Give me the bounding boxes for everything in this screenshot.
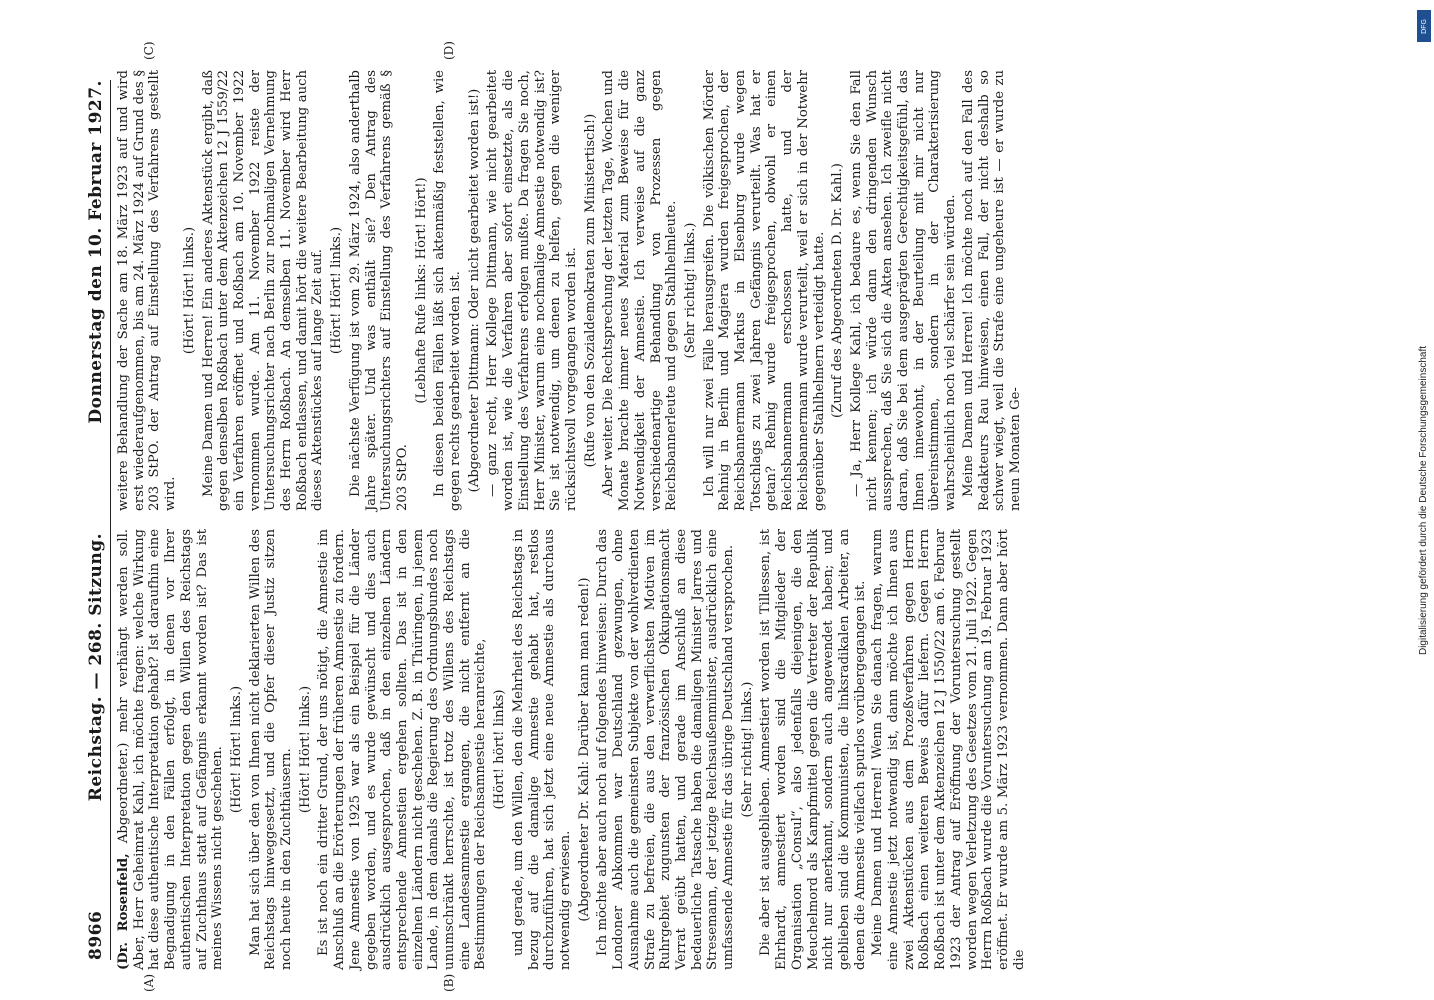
interjection: (Sehr richtig! links.): [682, 222, 698, 359]
column-left: [116, 528, 1027, 970]
paragraph: Es ist noch ein dritter Grund, der uns nötigt, die Amnestie im Anschluß an die Erörterungen der früheren Amnestie zu fordern. Jene Amnestie von 1925 war als ein Beispiel für die Länder gegeben worden, und es wurde gewünscht und dies auch ausdrücklich ausgesprochen, daß in den einzelnen Ländern entsprechende Amnestien ergehen sollten. Das ist in den einzelnen Ländern nicht geschehen. Z. B. in Thüringen, in jenem Lande, in dem damals die Regierung des Ordnungsbundes noch unumschränkt herrschte, ist trotz des Willens des Reichstags eine Landesamnestie ergangen, die nicht entfernt an die Bestimmungen der Reichsamnestie heranreichte,: [316, 529, 489, 970]
paragraph: Meine Damen und Herren! Ich möchte noch auf den Fall des Redakteurs Rau hinweisen, einen Fall, der nicht deshalb so schwer wiegt, weil die Strafe eine ungeheure ist — er wurde zu neun Monaten Ge-: [960, 70, 1023, 511]
page-header: [82, 80, 111, 960]
paragraph: Die aber ist ausgeblieben. Amnestiert worden ist Tillessen, ist Ehrhardt, amnestiert worden sind die Mitglieder der Organisation „Consul“, also jedenfalls diejenigen, die den Meuchelmord als Kampfmittel gegen die Vertreter der Republik nicht nur anerkannt, sondern auch angewendet haben; und geblieben sind die Kommunisten, die linksradikalen Arbeiter, an denen die Amnestie vielfach spurlos vorübergegangen ist.: [758, 529, 868, 970]
paragraph: Meine Damen und Herren! Wenn Sie danach fragen, warum eine Amnestie jetzt notwendig ist, dann möchte ich Ihnen aus zwei Aktenstücken aus dem Prozeßverfahren gegen Herrn Roßbach einen weiteren Beweis dafür liefern. Gegen Herrn Roßbach ist unter dem Aktenzeichen 12 J 1550/22 am 6. Februar 1923 der Antrag auf Eröffnung der Voruntersuchung gestellt worden wegen Verletzung des Gesetzes vom 21. Juli 1922. Gegen Herrn Roßbach wurde die Voruntersuchung am 19. Februar 1923 eröffnet. Er wurde am 5. März 1923 vernommen. Dann aber hört die: [870, 529, 1027, 970]
marker-d: (D): [442, 41, 456, 60]
dfg-logo-text: DFG: [1420, 18, 1428, 34]
interjection: (Sehr richtig! links.): [739, 681, 755, 818]
header-right: Donnerstag den 10. Februar 1927.: [86, 80, 106, 424]
marker-a: (A): [142, 973, 156, 992]
header-left: Reichstag. — 268. Sitzung.: [86, 532, 106, 802]
document-page: [82, 0, 1382, 1000]
paragraph: weitere Behandlung der Sache am 18. März 1923 auf und wird erst wiederaufgenommen, bis am 24. März 1924 auf Grund des § 203 StPO. der Antrag auf Einstellung des Verfahrens gestellt wird.: [116, 70, 179, 511]
interjection: (Rufe von den Sozialdemokraten zum Ministertisch!): [582, 113, 598, 468]
paragraph: Meine Damen und Herren! Ein anderes Aktenstück ergibt, daß gegen denselben Roßbach unter dem Aktenzeichen 12 J 1559/22 ein Verfahren eröffnet und Roßbach am 10. November 1922 vernommen wurde. Am 11. November 1922 reiste der Untersuchungsrichter nach Berlin zur nochmaligen Vernehmung des Herrn Roßbach. An demselben 11. November wird Herr Roßbach entlassen, und damit hört die weitere Bearbeitung auch dieses Aktenstückes auf lange Zeit auf.: [200, 70, 326, 511]
interjection: (Hört! Hört! links.): [329, 226, 345, 355]
paragraph: und gerade, um den Willen, den die Mehrheit des Reichstags in bezug auf die damalige Amnestie gehabt hat, restlos durchzuführen, hat sich jetzt eine neue Amnestie als durchaus notwendig erwiesen.: [510, 529, 573, 970]
interjection: (Abgeordneter Dittmann: Oder nicht gearbeitet worden ist!): [466, 88, 482, 493]
interjection: (Hört! Hört! links.): [297, 685, 313, 814]
paragraph: — ganz recht, Herr Kollege Dittmann, wie nicht gearbeitet worden ist, wie die Verfahren aber sofort einsetzte, als die Einstellung des Verfahrens erfolgen mußte. Da fragen Sie noch, Herr Minister, warum eine nochmalige Amnestie notwendig ist? Sie ist notwendig, um denen zu helfen, gegen die weniger rücksichtsvoll vorgegangen worden ist.: [485, 70, 579, 511]
paragraph: [116, 529, 226, 970]
page-number: 8966: [86, 910, 106, 960]
paragraph: Ich möchte aber auch noch auf folgendes hinweisen: Durch das Londoner Abkommen war Deutschland gezwungen, ohne Ausnahme auch die gemeinsten Subjekte von der wohlverdienten Strafe zu befreien, die aus den verwerflichsten Motiven im Ruhrgebiet zugunsten der französischen Okkupationsmacht Verrat geübt hatten, und gerade im Anschluß an diese bedauerliche Tatsache haben die damaligen Minister Jarres und Stresemann, der jetzige Reichsaußenminister, ausdrücklich eine umfassende Amnestie für das übrige Deutschland versprochen.: [595, 529, 737, 970]
paragraph: — Ja, Herr Kollege Kahl, ich bedaure es, wenn Sie den Fall nicht kennen; ich würde dann den dringenden Wunsch aussprechen, daß Sie sich die Akten ansehen. Ich zweifle nicht daran, daß Sie bei dem ausgeprägten Gerechtigkeitsgefühl, das Ihnen innewohnt, in der Beurteilung mit mir nicht nur übereinstimmen, sondern in der Charakterisierung wahrscheinlich noch viel schärfer sein würden.: [848, 70, 959, 511]
interjection: (Hört! hört! links): [492, 689, 508, 810]
digitization-credit: [1416, 20, 1432, 980]
column-right: [116, 70, 1023, 511]
credit-text: Digitalisierung gefördert durch die Deutsche Forschungsgemeinschaft: [1418, 345, 1430, 655]
marker-c: (C): [142, 41, 156, 60]
paragraph: Die nächste Verfügung ist vom 29. März 1924, also anderthalb Jahre später. Und was enthält sie? Den Antrag des Untersuchungsrichters auf Einstellung des Verfahrens gemäß § 203 StPO.: [347, 70, 410, 511]
paragraph: Ich will nur zwei Fälle herausgreifen. Die völkischen Mörder Rehnig in Berlin und Magiera wurden freigesprochen, der Reichsbannermann Markus in Elsenburg wurde wegen Totschlags zu zwei Jahren Gefängnis verurteilt. Was hat er getan? Rehnig wurde freigesprochen, obwohl er einen Reichsbannermann erschossen hatte, und der Reichsbannermann wurde verurteilt, weil er sich in der Notwehr gegenüber Stahlhelmern verteidigt hatte.: [701, 70, 827, 511]
interjection: (Lebhafte Rufe links: Hört! Hört!): [413, 177, 429, 404]
paragraph: Aber weiter. Die Rechtsprechung der letzten Tage, Wochen und Monate brachte immer neues Material zum Beweise für die Notwendigkeit der Amnestie. Ich verweise auf die ganz verschiedenartige Behandlung von Prozessen gegen Reichsbannerleute und gegen Stahlhelmleute.: [601, 70, 680, 511]
interjection: (Zuruf des Abgeordneten D. Dr. Kahl.): [830, 163, 846, 418]
paragraph: Man hat sich über den von Ihnen nicht deklarierten Willen des Reichstags hinweggesetzt, und die Opfer dieser Justiz sitzen noch heute in den Zuchthäusern.: [247, 529, 295, 970]
paragraph-text: Abgeordneter.) mehr verhängt werden soll. Aber, Herr Geheimrat Kahl, ich möchte fragen: welche Wirkung hat diese authentische Interpretation gehabt? Ist daraufhin eine Begnadigung in den Fällen erfolgt, in denen vor Ihrer authentischen Interpretation gegen den Willen des Reichstags auf Zuchthaus statt auf Gefängnis erkannt worden ist? Das ist meines Wissens nicht geschehen.: [116, 528, 226, 970]
interjection: (Abgeordneter Dr. Kahl: Darüber kann man reden!): [576, 577, 592, 922]
paragraph: In diesen beiden Fällen läßt sich aktenmäßig feststellen, wie gegen rechts gearbeitet worden ist.: [432, 70, 464, 511]
speaker-name: (Dr. Rosenfeld,: [116, 853, 131, 970]
text-columns: [116, 70, 1027, 970]
interjection: (Hört! Hört! links.): [228, 685, 244, 814]
marker-b: (B): [442, 973, 456, 992]
interjection: (Hört! Hört! links.): [181, 226, 197, 355]
